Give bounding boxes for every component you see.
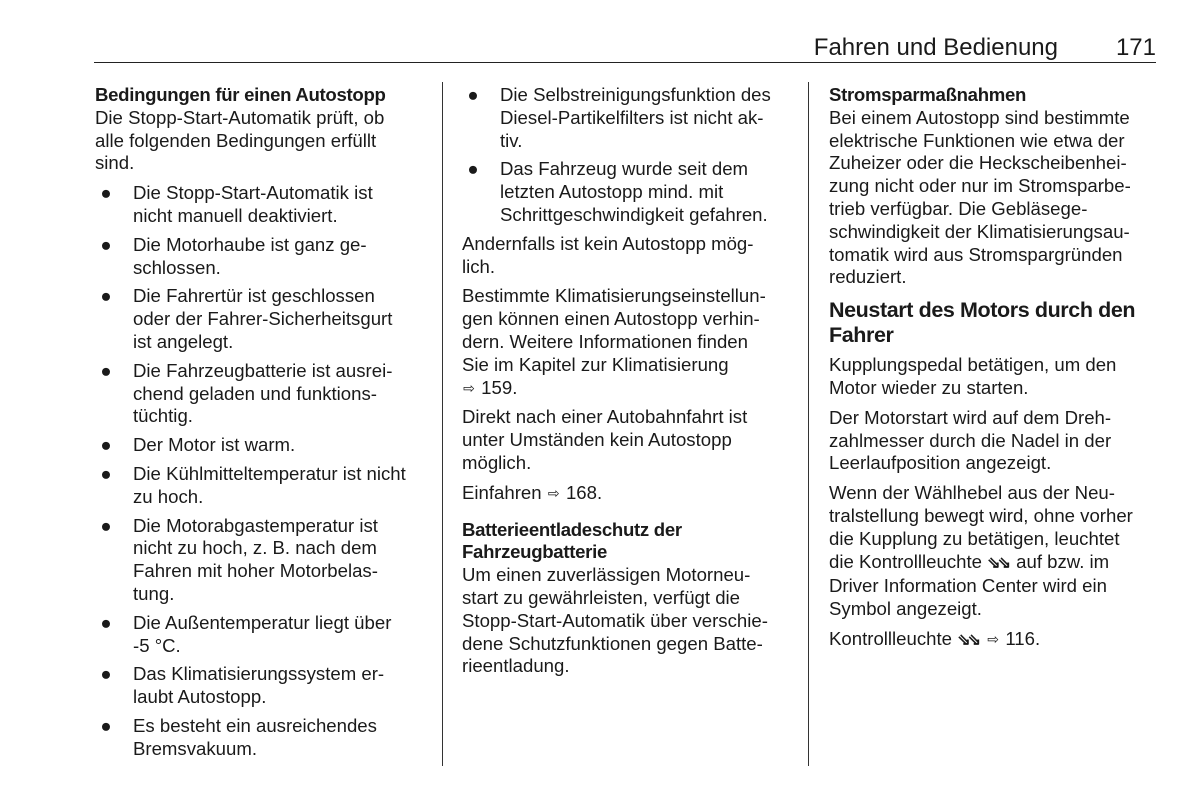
bullet-dot: ● bbox=[100, 285, 112, 307]
paragraph: Bei einem Autostopp sind bestimmte elektrische Funktionen wie etwa der Zuheizer oder die Heckscheibenhei- zung nicht oder nur im Stromsparbe- trieb verfügbar. Die Gebläsege- schwindigkeit der Klimatisierungsau- tomatik wird aus Stromspargründen reduziert. bbox=[829, 106, 1131, 288]
paragraph: Direkt nach einer Autobahnfahrt ist unter Umständen kein Autostopp möglich. bbox=[462, 406, 748, 473]
list-item: ● Die Stopp-Start-Automatik ist nicht manuell deaktiviert. bbox=[100, 182, 373, 226]
column-3 bbox=[829, 84, 1159, 660]
header-rule bbox=[94, 62, 1156, 63]
bullet-dot: ● bbox=[100, 514, 112, 536]
bullet-dot: ● bbox=[100, 663, 112, 685]
bullet-dot: ● bbox=[100, 182, 112, 204]
conditions-list-continued bbox=[462, 84, 798, 227]
list-item: ● Die Motorabgastemperatur ist nicht zu hoch, z. B. nach dem Fahren mit hoher Motorbelas- tung. bbox=[100, 514, 378, 604]
bullet-dot: ● bbox=[100, 434, 112, 456]
autostop-indicator-icon: ⇘⇘ bbox=[987, 554, 1008, 572]
paragraph: Kontrollleuchte ⇘⇘ ⇨ 116. bbox=[829, 628, 1159, 653]
list-item: ● Die Außentemperatur liegt über -5 °C. bbox=[100, 611, 392, 656]
page-reference[interactable]: 168. bbox=[565, 481, 603, 503]
bullet-dot: ● bbox=[100, 611, 112, 633]
list-item: ● Die Fahrertür ist geschlossen oder der Fahrer-Sicherheitsgurt ist angelegt. bbox=[100, 285, 393, 352]
chapter-title: Fahren und Bedienung bbox=[813, 34, 1058, 61]
list-item: ● Es besteht ein ausreichendes Bremsvakuum. bbox=[100, 714, 377, 759]
list-item: ● Die Fahrzeugbatterie ist ausrei- chend geladen und funktions- tüchtig. bbox=[100, 359, 393, 427]
paragraph: Kupplungspedal betätigen, um den Motor wieder zu starten. bbox=[829, 354, 1117, 398]
bullet-dot: ● bbox=[100, 714, 112, 736]
column-1 bbox=[95, 84, 431, 767]
list-item: ● Die Motorhaube ist ganz ge- schlossen. bbox=[100, 233, 367, 278]
list-item: ● Der Motor ist warm. bbox=[100, 434, 296, 456]
column-divider bbox=[808, 82, 809, 766]
section-heading: Stromsparmaßnahmen bbox=[829, 84, 1027, 105]
page-reference[interactable]: 116. bbox=[1005, 627, 1041, 649]
reference-arrow-icon: ⇨ bbox=[463, 379, 475, 396]
paragraph: Um einen zuverlässigen Motorneu- start zu gewährleisten, verfügt die Stopp-Start-Automatik über verschie- dene Schutzfunktionen gegen Batte- rieentladung. bbox=[462, 564, 768, 677]
bullet-dot: ● bbox=[100, 462, 112, 484]
page-header bbox=[94, 28, 1156, 62]
page-reference[interactable]: 159. bbox=[481, 376, 518, 398]
paragraph: Einfahren ⇨ 168. bbox=[462, 481, 603, 503]
column-2 bbox=[462, 84, 798, 685]
reference-arrow-icon: ⇨ bbox=[547, 484, 560, 501]
paragraph: Bestimmte Klimatisierungseinstellun- gen können einen Autostopp verhin- dern. Weitere Informationen finden Sie im Kapitel zur Klimatisierung ⇨ 159. bbox=[462, 285, 766, 398]
paragraph: Andernfalls ist kein Autostopp mög- lich. bbox=[462, 232, 754, 277]
list-item: ● Die Kühlmitteltemperatur ist nicht zu hoch. bbox=[100, 462, 406, 507]
paragraph: Der Motorstart wird auf dem Dreh- zahlmesser durch die Nadel in der Leerlaufposition angezeigt. bbox=[829, 406, 1112, 474]
bullet-dot: ● bbox=[100, 233, 112, 255]
subsection-heading: Neustart des Motors durch den Fahrer bbox=[829, 298, 1136, 348]
paragraph: Wenn der Wählhebel aus der Neu- tralstellung bewegt wird, ohne vorher die Kupplung zu betätigen, leuchtet die Kontrollleuchte ⇘⇘ auf bzw. im Driver Information Center wird ein Symbol angezeigt. bbox=[829, 482, 1133, 620]
reference-arrow-icon: ⇨ bbox=[987, 630, 1000, 647]
bullet-dot: ● bbox=[467, 158, 479, 180]
column-divider bbox=[442, 82, 443, 766]
list-item: ● Das Fahrzeug wurde seit dem letzten Autostopp mind. mit Schrittgeschwindigkeit gefahren. bbox=[467, 158, 768, 225]
bullet-dot: ● bbox=[100, 359, 112, 381]
intro-paragraph: Die Stopp-Start-Automatik prüft, ob alle folgenden Bedingungen erfüllt sind. bbox=[95, 106, 385, 174]
list-item: ● Die Selbstreinigungsfunktion des Diesel-Partikelfilters ist nicht ak- tiv. bbox=[467, 84, 771, 151]
autostop-indicator-icon: ⇘⇘ bbox=[957, 631, 978, 649]
bullet-dot: ● bbox=[467, 84, 479, 105]
list-item: ● Das Klimatisierungssystem er- laubt Autostopp. bbox=[100, 663, 385, 708]
section-heading: Bedingungen für einen Autostopp bbox=[95, 84, 386, 105]
conditions-list bbox=[95, 182, 431, 760]
section-heading: Batterieentladeschutz der Fahrzeugbatterie bbox=[462, 518, 682, 563]
page-number: 171 bbox=[1115, 34, 1156, 61]
